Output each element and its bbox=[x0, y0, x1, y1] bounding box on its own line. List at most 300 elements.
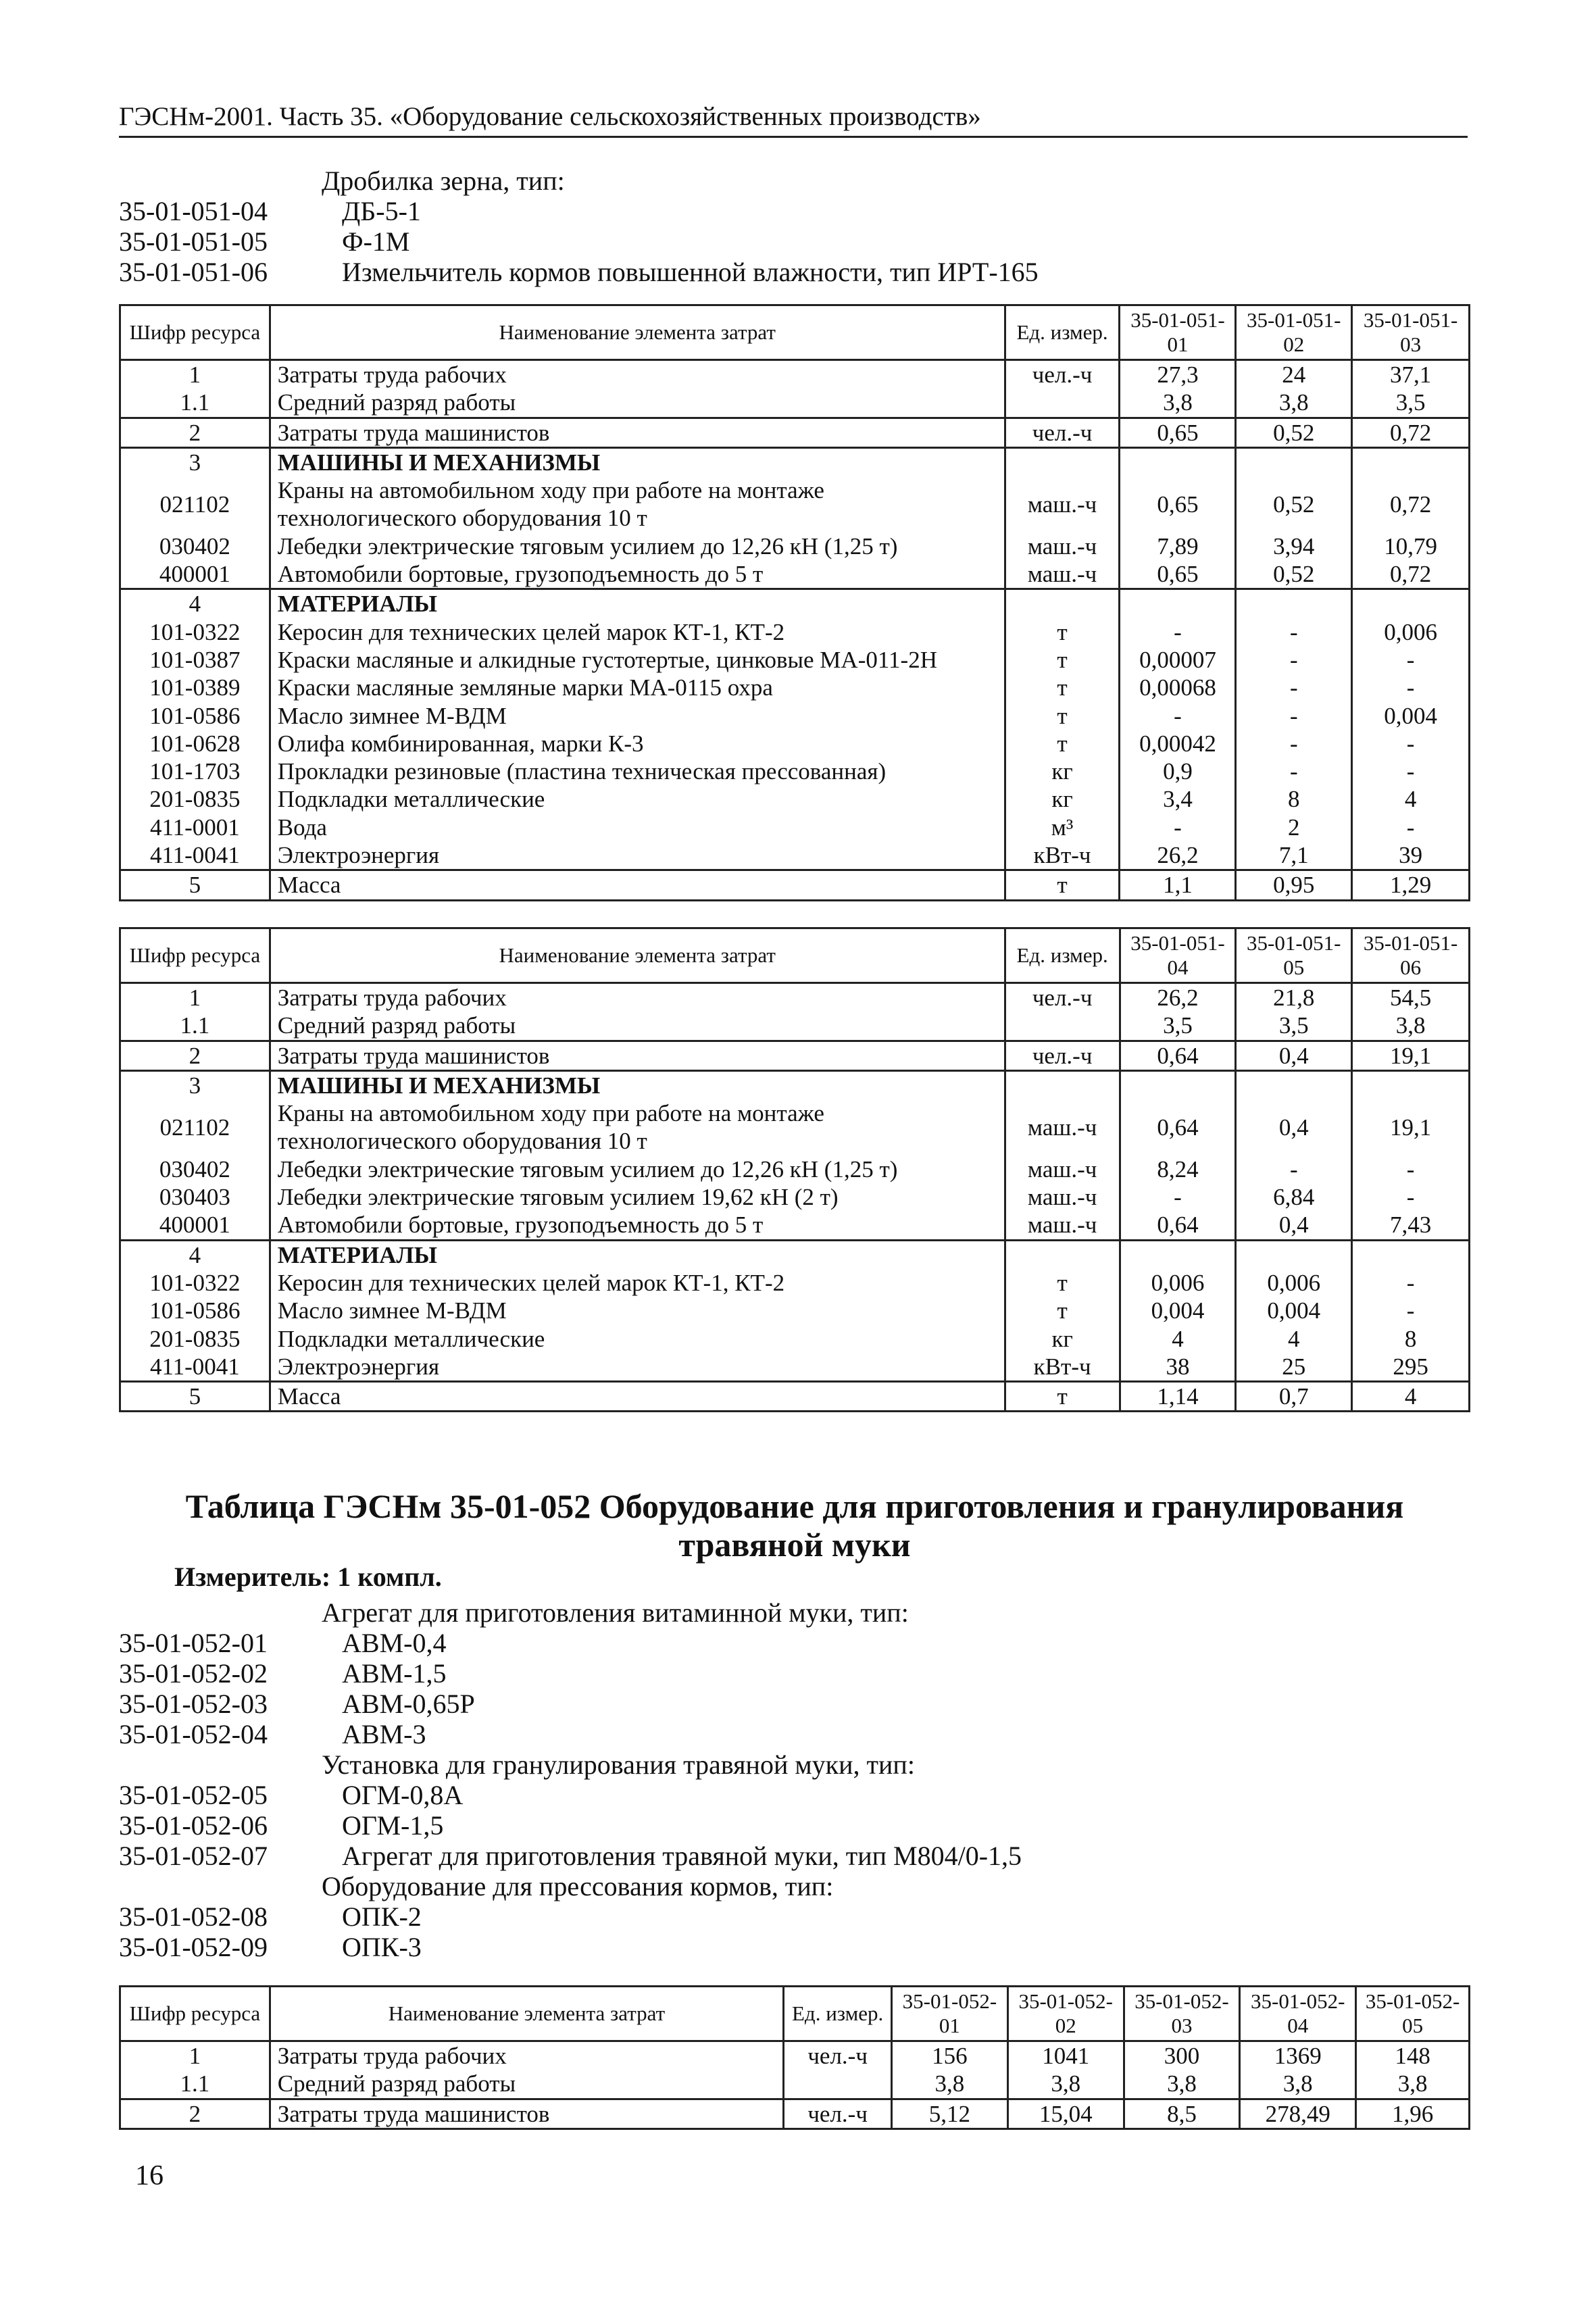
row-unit bbox=[1005, 389, 1120, 418]
row-name: Автомобили бортовые, грузоподъемность до 5 т bbox=[270, 1211, 1005, 1240]
row-value: 156 bbox=[892, 2041, 1008, 2070]
table-row bbox=[120, 560, 1470, 589]
row-value bbox=[1236, 1070, 1352, 1099]
row-code: 5 bbox=[120, 1382, 270, 1412]
table-row bbox=[120, 757, 1470, 785]
row-value: 3,4 bbox=[1120, 785, 1236, 813]
resource-code: 35-01-052-05 bbox=[119, 1780, 268, 1810]
column-header: Наименование элемента затрат bbox=[270, 928, 1005, 983]
table-row bbox=[120, 1325, 1470, 1353]
row-name: Масло зимнее М-ВДМ bbox=[270, 1297, 1005, 1324]
row-value bbox=[1352, 589, 1470, 618]
row-value: 3,8 bbox=[1124, 2070, 1240, 2099]
row-value: 0,7 bbox=[1236, 1382, 1352, 1412]
row-code: 4 bbox=[120, 1240, 270, 1269]
row-unit: чел.-ч bbox=[1005, 983, 1120, 1012]
row-unit: маш.-ч bbox=[1005, 560, 1120, 589]
intro-line bbox=[119, 1719, 1470, 1749]
table-row bbox=[120, 674, 1470, 701]
row-value: - bbox=[1352, 730, 1470, 757]
row-code: 411-0001 bbox=[120, 814, 270, 841]
row-code: 201-0835 bbox=[120, 785, 270, 813]
row-unit: маш.-ч bbox=[1005, 1183, 1120, 1211]
row-value: 19,1 bbox=[1352, 1099, 1470, 1155]
row-name: МАШИНЫ И МЕХАНИЗМЫ bbox=[270, 447, 1005, 476]
row-value: 38 bbox=[1120, 1353, 1236, 1382]
norm-table-3 bbox=[119, 1985, 1470, 2130]
column-header: Шифр ресурса bbox=[120, 305, 270, 360]
column-header: 35-01-051-05 bbox=[1236, 928, 1352, 983]
resource-code bbox=[119, 1749, 322, 1780]
row-value: 3,8 bbox=[1236, 389, 1352, 418]
meter: Измеритель: 1 компл. bbox=[174, 1562, 442, 1592]
row-value: 0,65 bbox=[1120, 476, 1236, 532]
row-value: 6,84 bbox=[1236, 1183, 1352, 1211]
intro-line bbox=[119, 1749, 1470, 1780]
row-code: 101-0387 bbox=[120, 646, 270, 674]
row-value: 0,00068 bbox=[1120, 674, 1236, 701]
row-unit: кг bbox=[1005, 1325, 1120, 1353]
table-row bbox=[120, 447, 1470, 476]
table-row bbox=[120, 418, 1470, 447]
row-value: - bbox=[1236, 674, 1352, 701]
intro-line bbox=[119, 1841, 1470, 1871]
table-row bbox=[120, 589, 1470, 618]
table-row bbox=[120, 1183, 1470, 1211]
row-code: 1 bbox=[120, 2041, 270, 2070]
row-value: 1,1 bbox=[1120, 870, 1236, 900]
resource-description: АВМ-0,4 bbox=[342, 1628, 447, 1658]
row-unit: т bbox=[1005, 730, 1120, 757]
resource-description: Установка для гранулирования травяной муки, тип: bbox=[322, 1749, 915, 1780]
row-name: Масло зимнее М-ВДМ bbox=[270, 702, 1005, 730]
page-header: ГЭСНм-2001. Часть 35. «Оборудование сельскохозяйственных производств» bbox=[119, 101, 1468, 138]
row-name: Затраты труда машинистов bbox=[270, 2099, 783, 2129]
row-code: 021102 bbox=[120, 1099, 270, 1155]
row-value: 3,8 bbox=[1007, 2070, 1124, 2099]
row-unit bbox=[1005, 447, 1120, 476]
column-header: 35-01-052-04 bbox=[1240, 1987, 1356, 2041]
row-value: 0,72 bbox=[1352, 476, 1470, 532]
row-value: 3,8 bbox=[1120, 389, 1236, 418]
norm-table-1 bbox=[119, 304, 1470, 901]
row-code: 400001 bbox=[120, 560, 270, 589]
table-row bbox=[120, 983, 1470, 1012]
table-row bbox=[120, 1297, 1470, 1324]
resource-code: 35-01-052-09 bbox=[119, 1932, 268, 1962]
table-row bbox=[120, 730, 1470, 757]
row-code: 030402 bbox=[120, 1155, 270, 1183]
row-value: 8 bbox=[1352, 1325, 1470, 1353]
row-value: 4 bbox=[1352, 1382, 1470, 1412]
resource-description: ОГМ-1,5 bbox=[342, 1810, 444, 1841]
row-name: Подкладки металлические bbox=[270, 785, 1005, 813]
row-value: - bbox=[1236, 730, 1352, 757]
resource-code bbox=[119, 1871, 322, 1901]
row-value: 3,8 bbox=[1240, 2070, 1356, 2099]
row-unit bbox=[1005, 1012, 1120, 1041]
resource-description: ОПК-3 bbox=[342, 1932, 422, 1962]
row-name: Лебедки электрические тяговым усилием 19,62 кН (2 т) bbox=[270, 1183, 1005, 1211]
column-header: Ед. измер. bbox=[1005, 305, 1120, 360]
table-row bbox=[120, 1240, 1470, 1269]
row-value: 0,9 bbox=[1120, 757, 1236, 785]
row-unit: т bbox=[1005, 674, 1120, 701]
row-name: МАШИНЫ И МЕХАНИЗМЫ bbox=[270, 1070, 1005, 1099]
row-code: 5 bbox=[120, 870, 270, 900]
row-value: - bbox=[1120, 618, 1236, 646]
row-value: - bbox=[1120, 814, 1236, 841]
column-header: 35-01-051-03 bbox=[1352, 305, 1470, 360]
row-value: 0,4 bbox=[1236, 1211, 1352, 1240]
column-header: Ед. измер. bbox=[784, 1987, 892, 2041]
row-value: 300 bbox=[1124, 2041, 1240, 2070]
row-value: 4 bbox=[1352, 785, 1470, 813]
table-row bbox=[120, 2041, 1470, 2070]
resource-code: 35-01-052-02 bbox=[119, 1658, 268, 1689]
row-name: Затраты труда рабочих bbox=[270, 2041, 783, 2070]
row-unit: т bbox=[1005, 618, 1120, 646]
column-header: 35-01-051-01 bbox=[1120, 305, 1236, 360]
row-name: Керосин для технических целей марок КТ-1, КТ-2 bbox=[270, 618, 1005, 646]
row-name: Затраты труда рабочих bbox=[270, 360, 1005, 389]
table-row bbox=[120, 1155, 1470, 1183]
row-value bbox=[1120, 447, 1236, 476]
table-row bbox=[120, 360, 1470, 389]
column-header: 35-01-052-01 bbox=[892, 1987, 1008, 2041]
column-header: 35-01-051-04 bbox=[1120, 928, 1236, 983]
resource-description: Дробилка зерна, тип: bbox=[322, 166, 565, 196]
row-value: 1,29 bbox=[1352, 870, 1470, 900]
intro-line bbox=[119, 1597, 1470, 1628]
row-unit: чел.-ч bbox=[1005, 418, 1120, 447]
row-value: 3,94 bbox=[1236, 532, 1352, 560]
row-value: 0,65 bbox=[1120, 418, 1236, 447]
row-value: 1041 bbox=[1007, 2041, 1124, 2070]
row-unit: маш.-ч bbox=[1005, 532, 1120, 560]
row-value: 1369 bbox=[1240, 2041, 1356, 2070]
row-unit bbox=[1005, 1070, 1120, 1099]
resource-description: АВМ-0,65Р bbox=[342, 1689, 475, 1719]
row-value: - bbox=[1352, 1269, 1470, 1297]
row-value: 7,89 bbox=[1120, 532, 1236, 560]
column-header: Наименование элемента затрат bbox=[270, 1987, 783, 2041]
intro-line bbox=[119, 1901, 1470, 1932]
column-header: 35-01-051-06 bbox=[1352, 928, 1470, 983]
row-unit: т bbox=[1005, 870, 1120, 900]
row-code: 101-0586 bbox=[120, 1297, 270, 1324]
row-value: 26,2 bbox=[1120, 841, 1236, 870]
row-unit: кг bbox=[1005, 785, 1120, 813]
table-row bbox=[120, 785, 1470, 813]
row-value: 2 bbox=[1236, 814, 1352, 841]
row-value bbox=[1120, 589, 1236, 618]
column-header: 35-01-052-03 bbox=[1124, 1987, 1240, 2041]
row-value bbox=[1120, 1070, 1236, 1099]
row-code: 1 bbox=[120, 360, 270, 389]
row-value bbox=[1236, 447, 1352, 476]
row-value: 0,52 bbox=[1236, 560, 1352, 589]
table-header-row bbox=[120, 305, 1470, 360]
intro-line bbox=[119, 1810, 1470, 1841]
row-value: 0,72 bbox=[1352, 418, 1470, 447]
row-name: Автомобили бортовые, грузоподъемность до 5 т bbox=[270, 560, 1005, 589]
row-code: 4 bbox=[120, 589, 270, 618]
row-unit: маш.-ч bbox=[1005, 1155, 1120, 1183]
row-unit bbox=[1005, 1240, 1120, 1269]
row-code: 411-0041 bbox=[120, 1353, 270, 1382]
row-value: 3,5 bbox=[1352, 389, 1470, 418]
row-unit: т bbox=[1005, 702, 1120, 730]
row-unit: кВт-ч bbox=[1005, 841, 1120, 870]
row-value: 10,79 bbox=[1352, 532, 1470, 560]
row-unit: т bbox=[1005, 1297, 1120, 1324]
row-value: 19,1 bbox=[1352, 1041, 1470, 1070]
row-unit: чел.-ч bbox=[784, 2099, 892, 2129]
row-code: 2 bbox=[120, 2099, 270, 2129]
row-value: - bbox=[1236, 646, 1352, 674]
row-code: 021102 bbox=[120, 476, 270, 532]
row-value: 0,64 bbox=[1120, 1099, 1236, 1155]
row-name: Краны на автомобильном ходу при работе на монтаже технологического оборудования 10 т bbox=[270, 476, 1005, 532]
row-value: - bbox=[1236, 757, 1352, 785]
row-value: - bbox=[1352, 1297, 1470, 1324]
row-value: - bbox=[1352, 757, 1470, 785]
row-name: Лебедки электрические тяговым усилием до 12,26 кН (1,25 т) bbox=[270, 1155, 1005, 1183]
row-value: 7,43 bbox=[1352, 1211, 1470, 1240]
row-value: 7,1 bbox=[1236, 841, 1352, 870]
row-code: 3 bbox=[120, 447, 270, 476]
row-name: Масса bbox=[270, 1382, 1005, 1412]
resource-description: Измельчитель кормов повышенной влажности, тип ИРТ-165 bbox=[342, 257, 1039, 287]
table-row bbox=[120, 618, 1470, 646]
resource-code: 35-01-051-06 bbox=[119, 257, 268, 287]
intro-line bbox=[119, 1689, 1470, 1719]
resource-description: ОГМ-0,8А bbox=[342, 1780, 464, 1810]
row-name: МАТЕРИАЛЫ bbox=[270, 589, 1005, 618]
table-row bbox=[120, 814, 1470, 841]
row-code: 1 bbox=[120, 983, 270, 1012]
row-value: 3,5 bbox=[1236, 1012, 1352, 1041]
resource-description: Оборудование для прессования кормов, тип: bbox=[322, 1871, 834, 1901]
table-row bbox=[120, 1041, 1470, 1070]
row-code: 1.1 bbox=[120, 389, 270, 418]
row-value: 0,65 bbox=[1120, 560, 1236, 589]
row-value: 1,14 bbox=[1120, 1382, 1236, 1412]
table-header-row bbox=[120, 1987, 1470, 2041]
intro-line bbox=[119, 1932, 1470, 1962]
row-value: 3,8 bbox=[1352, 1012, 1470, 1041]
row-value: 3,5 bbox=[1120, 1012, 1236, 1041]
row-code: 3 bbox=[120, 1070, 270, 1099]
row-value: 278,49 bbox=[1240, 2099, 1356, 2129]
row-value: - bbox=[1352, 674, 1470, 701]
row-code: 411-0041 bbox=[120, 841, 270, 870]
row-value: 54,5 bbox=[1352, 983, 1470, 1012]
table-row bbox=[120, 1353, 1470, 1382]
intro-line bbox=[119, 1658, 1470, 1689]
resource-code: 35-01-052-04 bbox=[119, 1719, 268, 1749]
intro-line bbox=[119, 226, 1470, 257]
resource-code: 35-01-052-07 bbox=[119, 1841, 268, 1871]
row-value: 3,8 bbox=[892, 2070, 1008, 2099]
table-row bbox=[120, 841, 1470, 870]
row-unit bbox=[784, 2070, 892, 2099]
row-value: 15,04 bbox=[1007, 2099, 1124, 2129]
resource-code: 35-01-051-05 bbox=[119, 226, 268, 257]
row-value: 0,52 bbox=[1236, 476, 1352, 532]
intro-line bbox=[119, 1871, 1470, 1901]
norm-table-2 bbox=[119, 927, 1470, 1412]
row-name: Средний разряд работы bbox=[270, 389, 1005, 418]
row-value: 0,4 bbox=[1236, 1041, 1352, 1070]
intro-line bbox=[119, 166, 1470, 196]
row-code: 101-0322 bbox=[120, 1269, 270, 1297]
row-name: Краски масляные земляные марки МА-0115 охра bbox=[270, 674, 1005, 701]
row-value: 4 bbox=[1236, 1325, 1352, 1353]
row-value: - bbox=[1236, 1155, 1352, 1183]
row-code: 400001 bbox=[120, 1211, 270, 1240]
table-row bbox=[120, 702, 1470, 730]
resource-code: 35-01-052-01 bbox=[119, 1628, 268, 1658]
row-code: 2 bbox=[120, 1041, 270, 1070]
row-name: Краны на автомобильном ходу при работе на монтаже технологического оборудования 10 т bbox=[270, 1099, 1005, 1155]
row-name: Затраты труда машинистов bbox=[270, 1041, 1005, 1070]
intro-line bbox=[119, 196, 1470, 226]
row-value bbox=[1352, 1240, 1470, 1269]
resource-code: 35-01-051-04 bbox=[119, 196, 268, 226]
resource-code bbox=[119, 1597, 322, 1628]
row-value: 8,5 bbox=[1124, 2099, 1240, 2129]
row-name: Электроэнергия bbox=[270, 841, 1005, 870]
row-value: 148 bbox=[1356, 2041, 1470, 2070]
row-value bbox=[1352, 447, 1470, 476]
column-header: Шифр ресурса bbox=[120, 1987, 270, 2041]
row-value: 8,24 bbox=[1120, 1155, 1236, 1183]
row-code: 030402 bbox=[120, 532, 270, 560]
resource-code: 35-01-052-06 bbox=[119, 1810, 268, 1841]
table-row bbox=[120, 1269, 1470, 1297]
resource-code: 35-01-052-03 bbox=[119, 1689, 268, 1719]
column-header: Шифр ресурса bbox=[120, 928, 270, 983]
row-value: - bbox=[1352, 1183, 1470, 1211]
row-value: 4 bbox=[1120, 1325, 1236, 1353]
resource-description: ОПК-2 bbox=[342, 1901, 422, 1932]
intro-line bbox=[119, 257, 1470, 287]
row-code: 201-0835 bbox=[120, 1325, 270, 1353]
row-value bbox=[1120, 1240, 1236, 1269]
row-value: 25 bbox=[1236, 1353, 1352, 1382]
row-value: 0,006 bbox=[1352, 618, 1470, 646]
row-value: 8 bbox=[1236, 785, 1352, 813]
table-title-line1: Таблица ГЭСНм 35-01-052 Оборудование для приготовления и гранулирования bbox=[185, 1487, 1404, 1525]
row-code: 101-0628 bbox=[120, 730, 270, 757]
resource-description: Агрегат для приготовления травяной муки, тип М804/0-1,5 bbox=[342, 1841, 1022, 1871]
row-unit: маш.-ч bbox=[1005, 1099, 1120, 1155]
row-name: Олифа комбинированная, марки К-3 bbox=[270, 730, 1005, 757]
row-code: 2 bbox=[120, 418, 270, 447]
row-code: 1.1 bbox=[120, 1012, 270, 1041]
row-unit: м³ bbox=[1005, 814, 1120, 841]
row-value: 39 bbox=[1352, 841, 1470, 870]
row-value: 21,8 bbox=[1236, 983, 1352, 1012]
row-unit: кг bbox=[1005, 757, 1120, 785]
row-unit: т bbox=[1005, 1382, 1120, 1412]
row-name: Лебедки электрические тяговым усилием до 12,26 кН (1,25 т) bbox=[270, 532, 1005, 560]
row-value: 3,8 bbox=[1356, 2070, 1470, 2099]
table-row bbox=[120, 1099, 1470, 1155]
row-name: Электроэнергия bbox=[270, 1353, 1005, 1382]
row-name: Подкладки металлические bbox=[270, 1325, 1005, 1353]
row-name: Прокладки резиновые (пластина техническая прессованная) bbox=[270, 757, 1005, 785]
resource-description: АВМ-3 bbox=[342, 1719, 426, 1749]
row-value: 0,64 bbox=[1120, 1211, 1236, 1240]
row-value: - bbox=[1352, 646, 1470, 674]
row-unit: маш.-ч bbox=[1005, 476, 1120, 532]
row-value bbox=[1236, 589, 1352, 618]
row-value: - bbox=[1352, 1155, 1470, 1183]
table-title-line2: травяной муки bbox=[678, 1526, 911, 1564]
row-name: Керосин для технических целей марок КТ-1, КТ-2 bbox=[270, 1269, 1005, 1297]
row-name: Затраты труда машинистов bbox=[270, 418, 1005, 447]
table-row bbox=[120, 646, 1470, 674]
row-code: 101-0389 bbox=[120, 674, 270, 701]
row-value: - bbox=[1236, 702, 1352, 730]
row-value: - bbox=[1120, 1183, 1236, 1211]
column-header: 35-01-052-02 bbox=[1007, 1987, 1124, 2041]
row-name: Затраты труда рабочих bbox=[270, 983, 1005, 1012]
row-value: 295 bbox=[1352, 1353, 1470, 1382]
column-header: 35-01-052-05 bbox=[1356, 1987, 1470, 2041]
resource-description: Агрегат для приготовления витаминной муки, тип: bbox=[322, 1597, 909, 1628]
row-value: 0,004 bbox=[1236, 1297, 1352, 1324]
row-value: 0,4 bbox=[1236, 1099, 1352, 1155]
row-unit: маш.-ч bbox=[1005, 1211, 1120, 1240]
table-row bbox=[120, 1012, 1470, 1041]
table-row bbox=[120, 2070, 1470, 2099]
row-value: 26,2 bbox=[1120, 983, 1236, 1012]
intro-line bbox=[119, 1628, 1470, 1658]
row-value: 37,1 bbox=[1352, 360, 1470, 389]
row-name: Средний разряд работы bbox=[270, 1012, 1005, 1041]
row-name: Средний разряд работы bbox=[270, 2070, 783, 2099]
row-value: 0,006 bbox=[1120, 1269, 1236, 1297]
row-value: 0,006 bbox=[1236, 1269, 1352, 1297]
row-name: Масса bbox=[270, 870, 1005, 900]
resource-description: Ф-1М bbox=[342, 226, 410, 257]
row-value: 0,00042 bbox=[1120, 730, 1236, 757]
row-code: 101-0586 bbox=[120, 702, 270, 730]
row-code: 101-1703 bbox=[120, 757, 270, 785]
row-value: 0,95 bbox=[1236, 870, 1352, 900]
row-unit: чел.-ч bbox=[1005, 1041, 1120, 1070]
table-row bbox=[120, 2099, 1470, 2129]
table-row bbox=[120, 1211, 1470, 1240]
row-unit: чел.-ч bbox=[784, 2041, 892, 2070]
row-value bbox=[1236, 1240, 1352, 1269]
resource-code bbox=[119, 166, 322, 196]
table-row bbox=[120, 389, 1470, 418]
resource-description: ДБ-5-1 bbox=[342, 196, 421, 226]
resource-description: АВМ-1,5 bbox=[342, 1658, 447, 1689]
row-code: 030403 bbox=[120, 1183, 270, 1211]
row-unit: т bbox=[1005, 1269, 1120, 1297]
row-value: 0,72 bbox=[1352, 560, 1470, 589]
resource-code: 35-01-052-08 bbox=[119, 1901, 268, 1932]
row-value: 0,00007 bbox=[1120, 646, 1236, 674]
row-name: Вода bbox=[270, 814, 1005, 841]
table-header-row bbox=[120, 928, 1470, 983]
